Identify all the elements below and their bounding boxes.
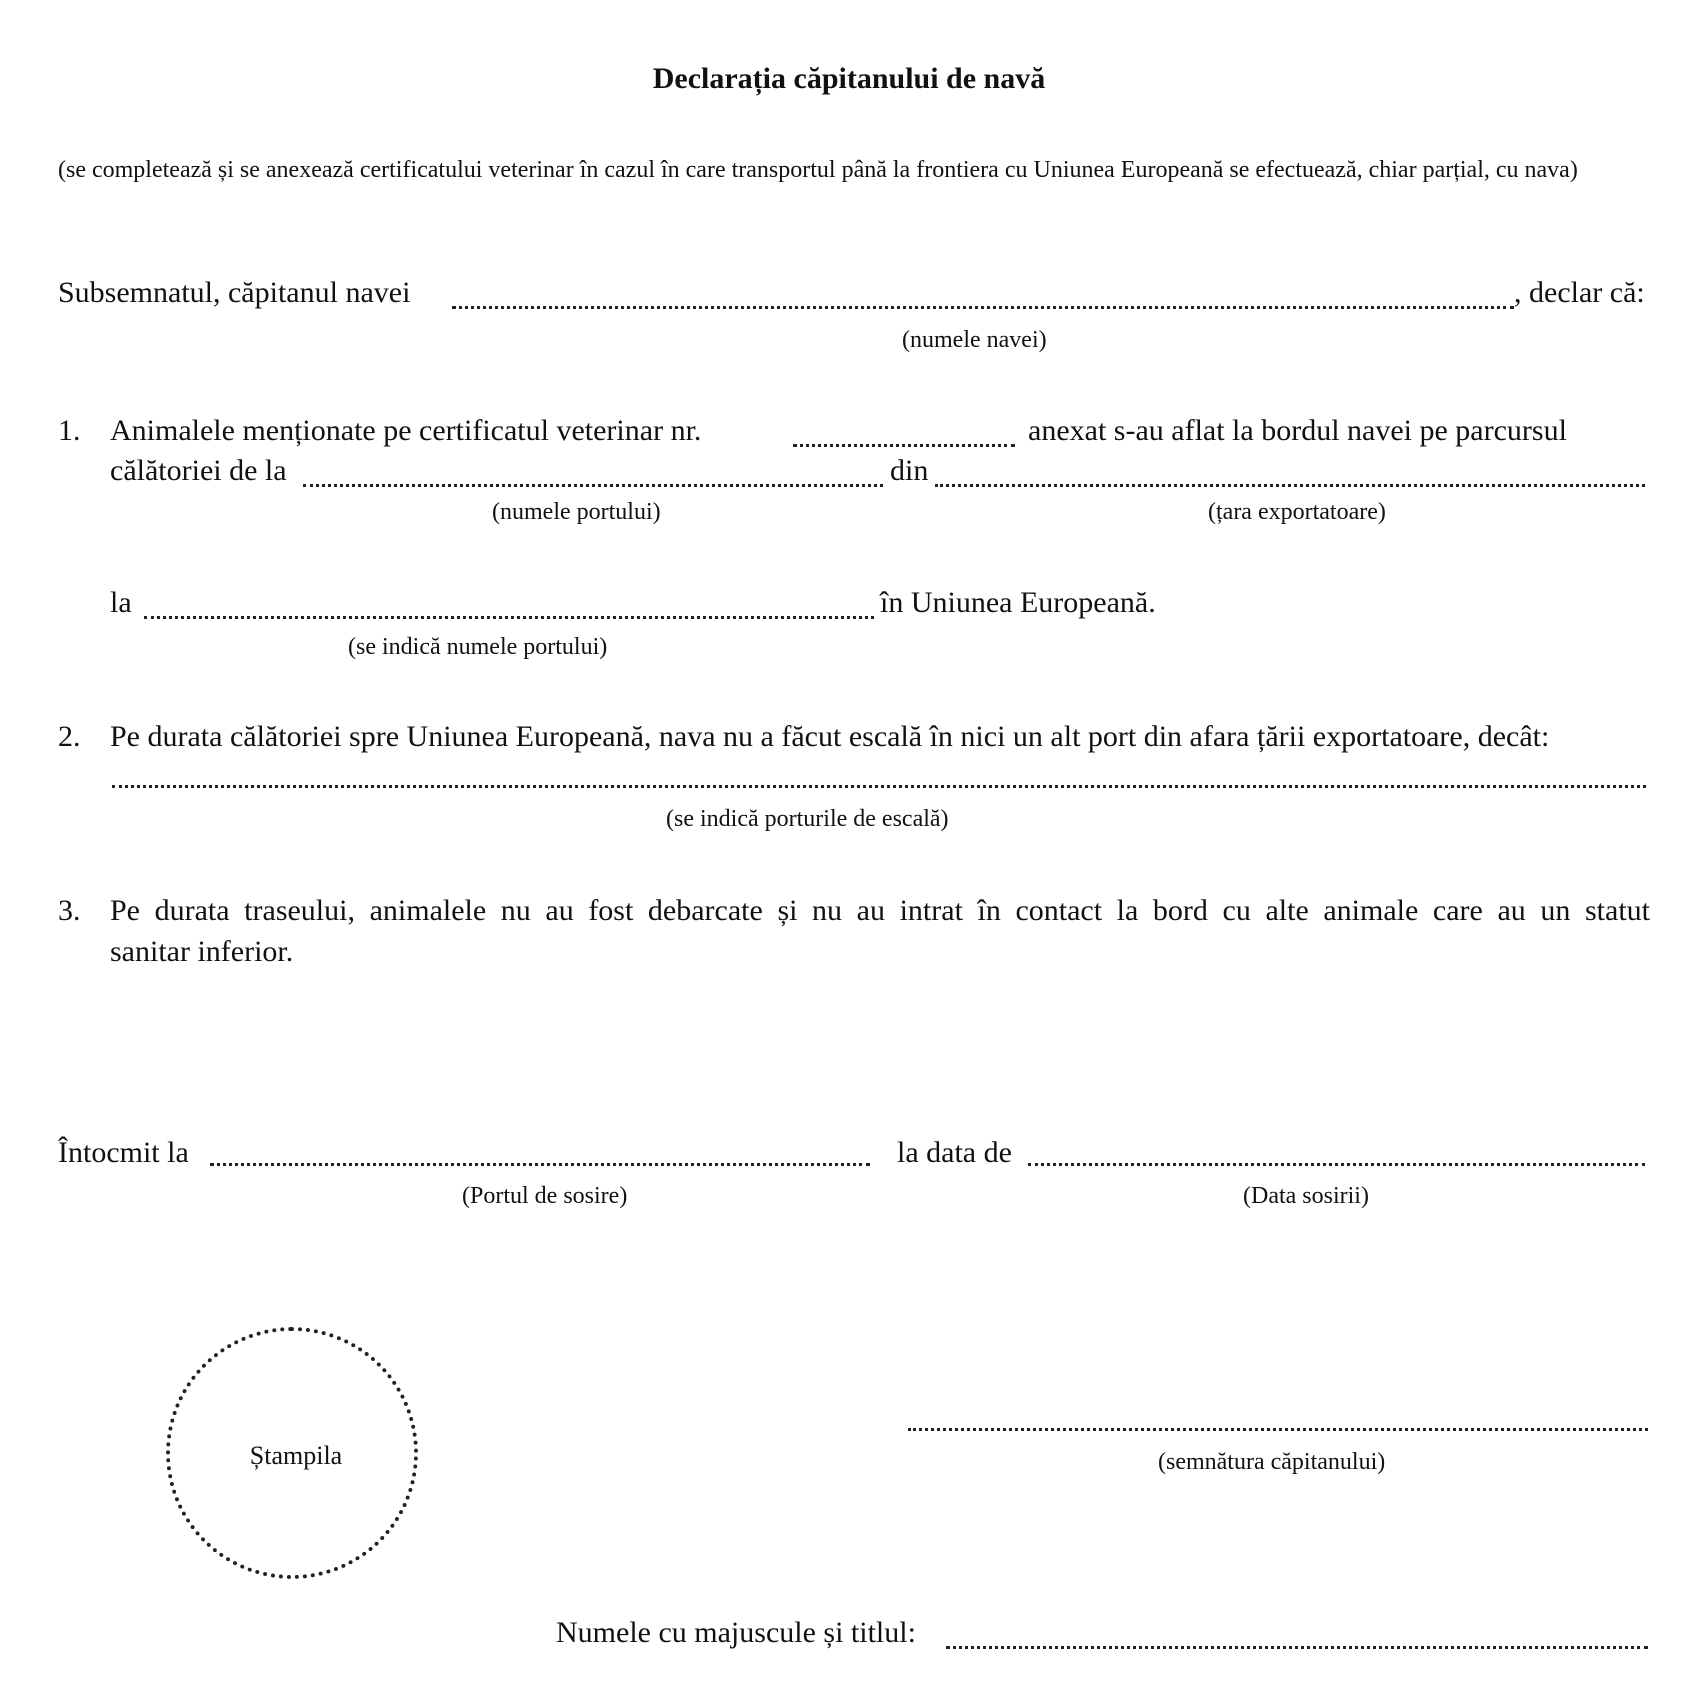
item-1-line2-prefix: călătoriei de la (110, 454, 287, 487)
captain-signature-field[interactable] (908, 1428, 1648, 1431)
item-2-number: 2. (58, 720, 81, 753)
certificate-number-field[interactable] (793, 444, 1015, 447)
stamp-circle (166, 1327, 418, 1579)
item-3-line1: Pe durata traseului, animalele nu au fost debarcate și nu au intrat în contact la bord cu alte animale care au un statut (110, 894, 1650, 927)
name-title-label: Numele cu majuscule și titlul: (556, 1616, 916, 1649)
intro-suffix: , declar că: (1514, 276, 1645, 309)
departure-port-field[interactable] (303, 484, 883, 487)
instruction-note: (se completează și se anexează certificatului veterinar în cazul în care transportul până la frontiera cu Uniunea Europeană se efectuează, chiar parțial, cu nava) (58, 157, 1578, 183)
item-1-line3-suffix: în Uniunea Europeană. (880, 586, 1156, 619)
item-2-text: Pe durata călătoriei spre Uniunea Europeană, nava nu a făcut escală în nici un alt port din afara țării exportatoare, decât: (110, 720, 1550, 753)
item-1-text-part2: anexat s-au aflat la bordul navei pe parcursul (1028, 414, 1567, 447)
arrival-port-field[interactable] (210, 1163, 870, 1166)
item-1-number: 1. (58, 414, 81, 447)
ports-of-call-caption: (se indică porturile de escală) (666, 806, 949, 832)
item-1-line3-prefix: la (110, 586, 132, 619)
signature-caption: (semnătura căpitanului) (1158, 1449, 1386, 1475)
item-3-line2: sanitar inferior. (110, 935, 294, 968)
eu-port-caption: (se indică numele portului) (348, 634, 608, 660)
departure-port-caption: (numele portului) (492, 499, 661, 525)
exporting-country-field[interactable] (935, 484, 1645, 487)
eu-port-field[interactable] (144, 616, 874, 619)
document-title: Declarația căpitanului de navă (652, 62, 1046, 95)
item-1-line2-mid: din (890, 454, 929, 487)
name-title-field[interactable] (946, 1646, 1648, 1649)
arrival-date-caption: (Data sosirii) (1243, 1183, 1369, 1209)
date-label: la data de (897, 1136, 1012, 1169)
stamp-label: Ștampila (249, 1441, 343, 1470)
intro-prefix: Subsemnatul, căpitanul navei (58, 276, 411, 309)
item-3-number: 3. (58, 894, 81, 927)
exporting-country-caption: (țara exportatoare) (1208, 499, 1386, 525)
ship-name-caption: (numele navei) (902, 327, 1047, 353)
ports-of-call-field[interactable] (112, 785, 1646, 788)
arrival-date-field[interactable] (1028, 1163, 1645, 1166)
arrival-port-caption: (Portul de sosire) (462, 1183, 628, 1209)
item-1-text-part1: Animalele menționate pe certificatul veterinar nr. (110, 414, 702, 447)
drawn-at-label: Întocmit la (58, 1136, 189, 1169)
ship-name-field[interactable] (452, 306, 1514, 309)
